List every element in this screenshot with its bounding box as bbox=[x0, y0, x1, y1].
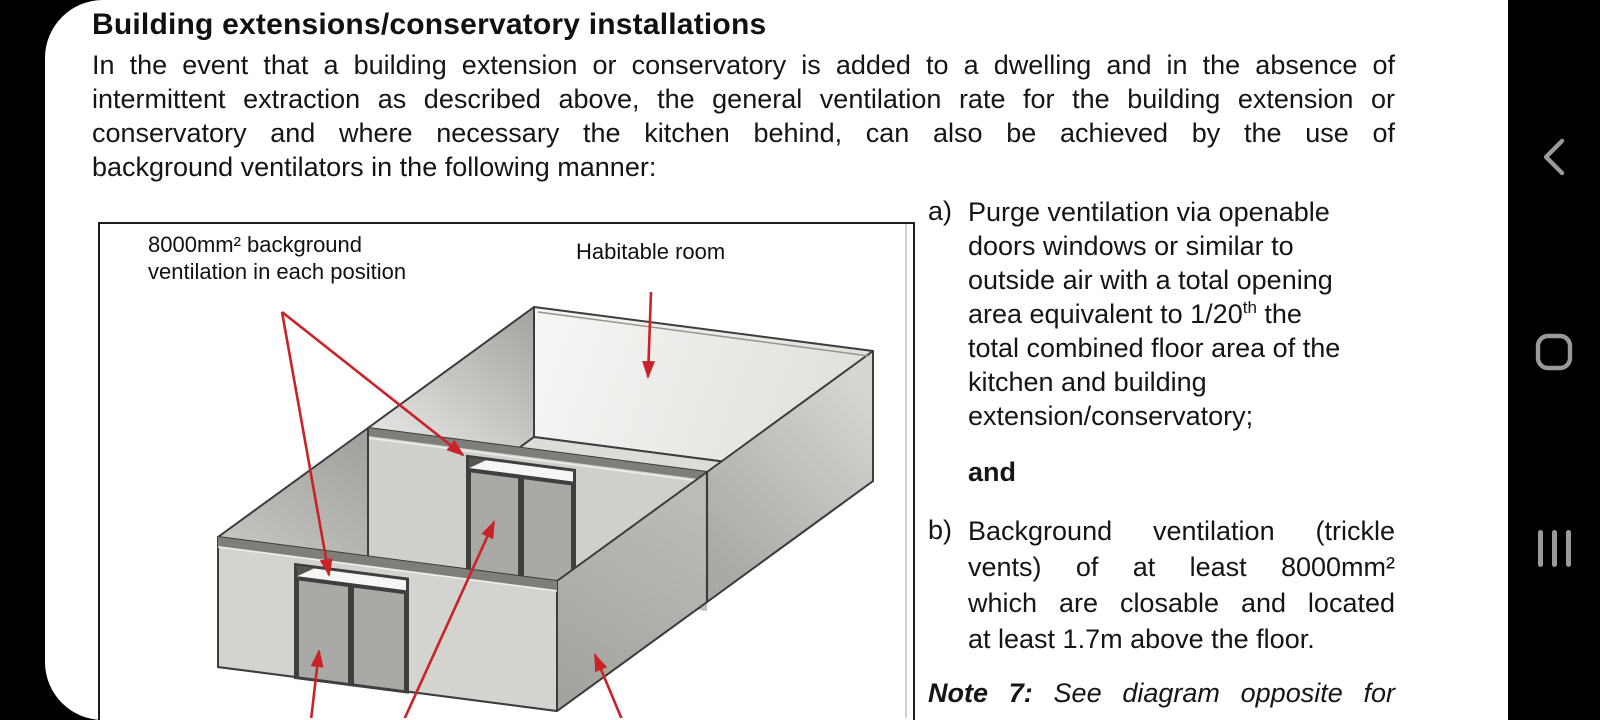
item-a-line: kitchen and building bbox=[968, 367, 1207, 397]
note-7-label: Note 7: bbox=[928, 678, 1033, 708]
diagram-label-vent-line1: 8000mm² background bbox=[148, 232, 363, 257]
diagram-label-habitable-room: Habitable room bbox=[576, 239, 726, 264]
item-a-line: extension/conservatory; bbox=[968, 401, 1254, 431]
item-b-line: at least 1.7m above the floor. bbox=[968, 624, 1315, 654]
front-door-right-panel bbox=[354, 588, 404, 691]
note-7-text: See diagram opposite for bbox=[1032, 678, 1396, 708]
intro-line: conservatory and where necessary the kitchen behind, can also be achieved by the use of bbox=[92, 118, 1395, 148]
front-door-left-panel bbox=[299, 581, 348, 683]
recents-button[interactable] bbox=[1508, 513, 1600, 583]
diagram-label-vent-line2: ventilation in each position bbox=[148, 259, 407, 284]
item-a-line-sup: th bbox=[1242, 298, 1257, 317]
intro-line: In the event that a building extension or conservatory is added to a dwelling and in the absence of bbox=[92, 50, 1395, 80]
back-button[interactable] bbox=[1508, 122, 1600, 192]
isometric-room-diagram bbox=[100, 224, 913, 718]
item-a-line: doors windows or similar to bbox=[968, 231, 1294, 261]
item-a-line-post: the bbox=[1256, 299, 1302, 329]
item-b-line: Background ventilation (trickle bbox=[968, 516, 1395, 546]
note-7 bbox=[928, 678, 1395, 709]
item-a-line-pre: area equivalent to 1/20 bbox=[968, 299, 1243, 329]
home-icon bbox=[1535, 333, 1573, 371]
item-b-line: which are closable and located bbox=[968, 588, 1395, 618]
rear-door bbox=[466, 455, 576, 587]
recent-apps-icon bbox=[1538, 530, 1571, 567]
intro-line: intermittent extraction as described above, the general ventilation rate for the building extension or bbox=[92, 84, 1395, 114]
front-door bbox=[294, 563, 409, 694]
back-chevron-icon bbox=[1541, 138, 1567, 176]
item-a-line: outside air with a total opening bbox=[968, 265, 1333, 295]
item-b-line: vents) of at least 8000mm² bbox=[968, 552, 1395, 582]
item-a-line bbox=[968, 298, 1395, 331]
page-title: Building extensions/conservatory installations bbox=[92, 8, 767, 41]
item-a-line: Purge ventilation via openable bbox=[968, 197, 1330, 227]
diagram-figure bbox=[98, 222, 915, 720]
rear-door-left-panel bbox=[471, 472, 518, 576]
home-button[interactable] bbox=[1508, 317, 1600, 387]
item-a-line: total combined floor area of the bbox=[968, 333, 1341, 363]
document-page bbox=[45, 0, 1508, 720]
item-a-marker: a) bbox=[928, 196, 953, 226]
rear-door-right-panel bbox=[524, 479, 571, 583]
intro-line: background ventilators in the following manner: bbox=[92, 152, 657, 182]
item-b-marker: b) bbox=[928, 515, 953, 545]
conjunction-and: and bbox=[968, 457, 1017, 487]
android-navbar bbox=[1508, 0, 1600, 720]
intro-paragraph bbox=[92, 48, 1395, 184]
